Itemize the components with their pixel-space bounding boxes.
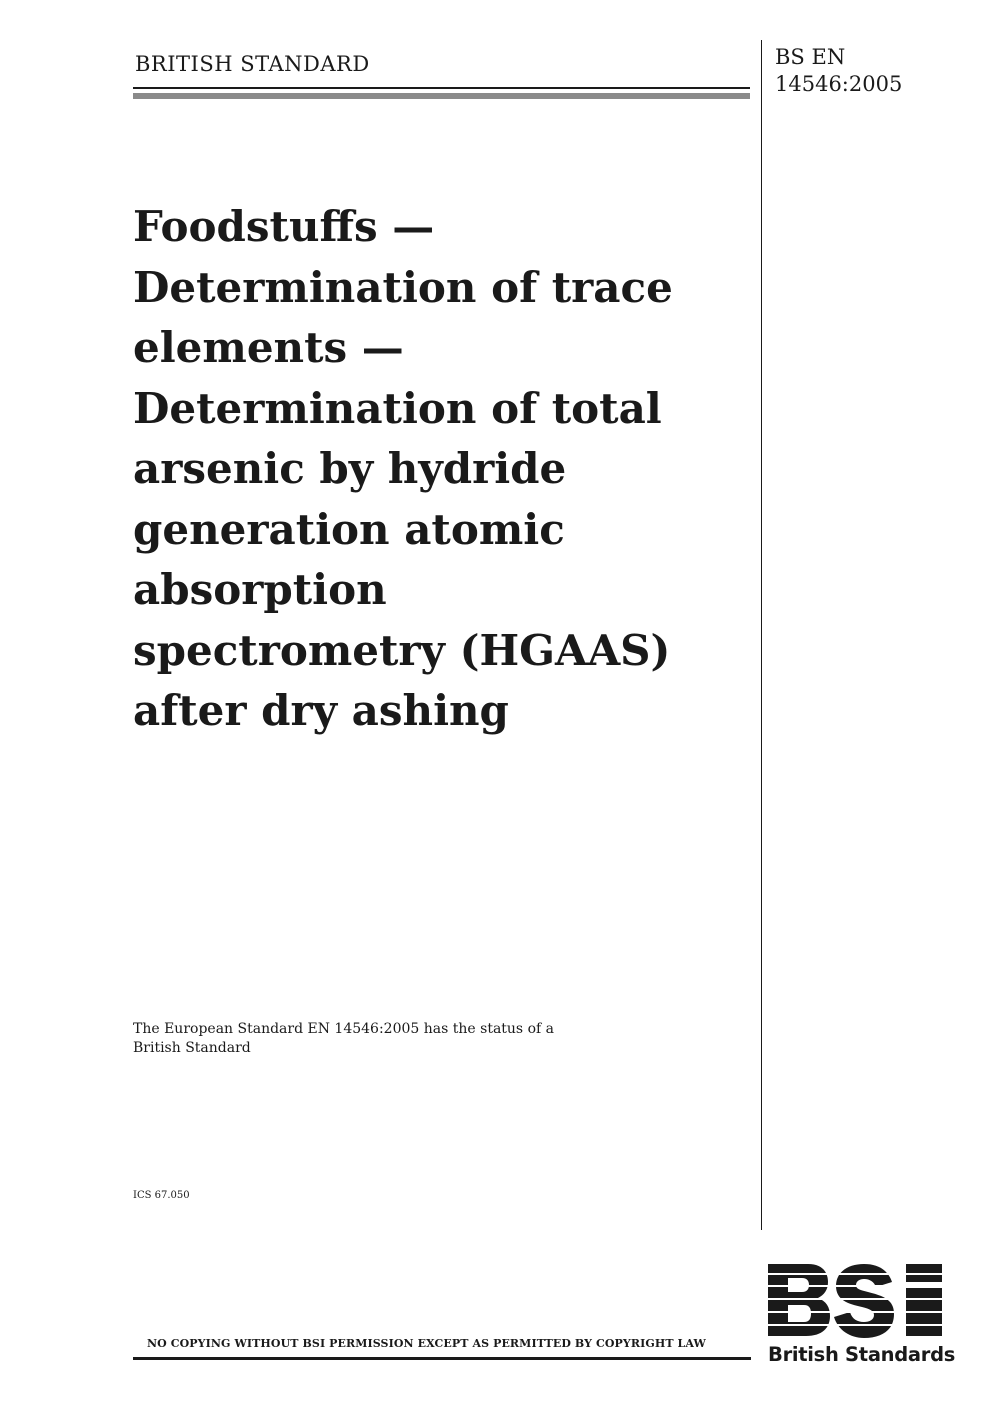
title-line: arsenic by hydride xyxy=(133,444,567,493)
bsi-logo-caption: British Standards xyxy=(768,1343,956,1366)
standard-number-prefix: BS EN xyxy=(775,45,846,69)
title-line: elements — xyxy=(133,323,404,372)
bsi-logo-mark xyxy=(766,1262,946,1342)
title-line: spectrometry (HGAAS) xyxy=(133,625,671,675)
title-line: Foodstuffs — xyxy=(133,202,435,251)
title-line: after dry ashing xyxy=(133,686,509,735)
status-note xyxy=(133,1020,554,1058)
standard-number xyxy=(775,44,902,98)
header-rule-thick xyxy=(133,93,750,99)
standard-number-code: 14546:2005 xyxy=(775,72,903,96)
status-note-line: British Standard xyxy=(133,1040,251,1056)
title-line: generation atomic xyxy=(133,504,565,554)
ics-code: ICS 67.050 xyxy=(133,1190,190,1201)
document-type-label: BRITISH STANDARD xyxy=(135,52,370,76)
status-note-line: The European Standard EN 14546:2005 has the status of a xyxy=(133,1021,554,1037)
column-divider xyxy=(761,40,762,1230)
copyright-notice: NO COPYING WITHOUT BSI PERMISSION EXCEPT AS PERMITTED BY COPYRIGHT LAW xyxy=(147,1337,706,1350)
title-line: Determination of trace xyxy=(133,262,673,312)
document-title xyxy=(133,197,753,742)
title-line: absorption xyxy=(133,565,387,614)
footer-rule xyxy=(133,1357,751,1360)
header-rule-thin xyxy=(133,87,750,89)
title-line: Determination of total xyxy=(133,383,662,433)
